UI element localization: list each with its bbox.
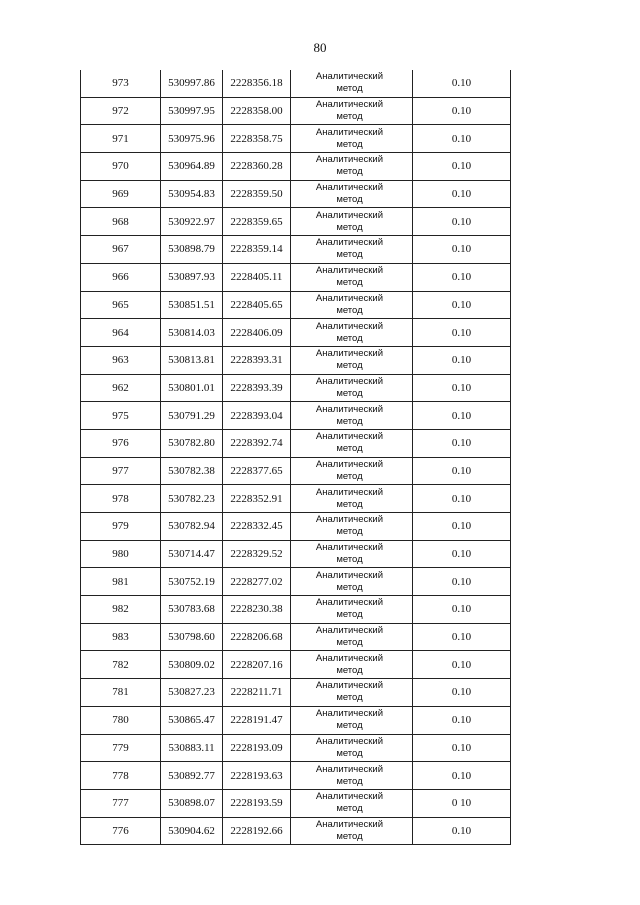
point-number-cell: 781 bbox=[81, 679, 161, 707]
x-coordinate-cell: 530922.97 bbox=[161, 208, 223, 236]
point-number-cell: 782 bbox=[81, 651, 161, 679]
point-number-cell: 969 bbox=[81, 180, 161, 208]
accuracy-cell: 0.10 bbox=[413, 208, 511, 236]
x-coordinate-cell: 530752.19 bbox=[161, 568, 223, 596]
y-coordinate-cell: 2228193.59 bbox=[223, 789, 291, 817]
y-coordinate-cell: 2228230.38 bbox=[223, 596, 291, 624]
y-coordinate-cell: 2228392.74 bbox=[223, 429, 291, 457]
x-coordinate-cell: 530798.60 bbox=[161, 623, 223, 651]
x-coordinate-cell: 530865.47 bbox=[161, 706, 223, 734]
y-coordinate-cell: 2228191.47 bbox=[223, 706, 291, 734]
accuracy-cell: 0.10 bbox=[413, 291, 511, 319]
accuracy-cell: 0.10 bbox=[413, 651, 511, 679]
x-coordinate-cell: 530964.89 bbox=[161, 153, 223, 181]
method-cell: Аналитический метод bbox=[291, 208, 413, 236]
accuracy-cell: 0.10 bbox=[413, 457, 511, 485]
point-number-cell: 968 bbox=[81, 208, 161, 236]
accuracy-cell: 0.10 bbox=[413, 817, 511, 845]
y-coordinate-cell: 2228393.04 bbox=[223, 402, 291, 430]
x-coordinate-cell: 530791.29 bbox=[161, 402, 223, 430]
accuracy-cell: 0.10 bbox=[413, 596, 511, 624]
y-coordinate-cell: 2228405.65 bbox=[223, 291, 291, 319]
accuracy-cell: 0.10 bbox=[413, 513, 511, 541]
table-row bbox=[81, 208, 511, 236]
method-cell: Аналитический метод bbox=[291, 734, 413, 762]
y-coordinate-cell: 2228206.68 bbox=[223, 623, 291, 651]
point-number-cell: 962 bbox=[81, 374, 161, 402]
y-coordinate-cell: 2228377.65 bbox=[223, 457, 291, 485]
point-number-cell: 970 bbox=[81, 153, 161, 181]
point-number-cell: 973 bbox=[81, 70, 161, 97]
point-number-cell: 976 bbox=[81, 429, 161, 457]
x-coordinate-cell: 530892.77 bbox=[161, 762, 223, 790]
y-coordinate-cell: 2228277.02 bbox=[223, 568, 291, 596]
table-row bbox=[81, 319, 511, 347]
method-cell: Аналитический метод bbox=[291, 679, 413, 707]
page-number: 80 bbox=[313, 40, 327, 55]
table-row bbox=[81, 402, 511, 430]
x-coordinate-cell: 530814.03 bbox=[161, 319, 223, 347]
table-row bbox=[81, 236, 511, 264]
x-coordinate-cell: 530898.79 bbox=[161, 236, 223, 264]
y-coordinate-cell: 2228192.66 bbox=[223, 817, 291, 845]
point-number-cell: 980 bbox=[81, 540, 161, 568]
coordinates-table-body bbox=[81, 70, 511, 845]
y-coordinate-cell: 2228352.91 bbox=[223, 485, 291, 513]
y-coordinate-cell: 2228356.18 bbox=[223, 70, 291, 97]
x-coordinate-cell: 530898.07 bbox=[161, 789, 223, 817]
table-row bbox=[81, 263, 511, 291]
x-coordinate-cell: 530782.94 bbox=[161, 513, 223, 541]
accuracy-cell: 0.10 bbox=[413, 180, 511, 208]
table-row bbox=[81, 706, 511, 734]
accuracy-cell: 0.10 bbox=[413, 236, 511, 264]
table-row bbox=[81, 679, 511, 707]
table-row bbox=[81, 596, 511, 624]
accuracy-cell: 0.10 bbox=[413, 623, 511, 651]
point-number-cell: 967 bbox=[81, 236, 161, 264]
method-cell: Аналитический метод bbox=[291, 70, 413, 97]
y-coordinate-cell: 2228393.39 bbox=[223, 374, 291, 402]
x-coordinate-cell: 530782.23 bbox=[161, 485, 223, 513]
method-cell: Аналитический метод bbox=[291, 429, 413, 457]
point-number-cell: 977 bbox=[81, 457, 161, 485]
x-coordinate-cell: 530809.02 bbox=[161, 651, 223, 679]
point-number-cell: 777 bbox=[81, 789, 161, 817]
accuracy-cell: 0.10 bbox=[413, 153, 511, 181]
accuracy-cell: 0.10 bbox=[413, 346, 511, 374]
table-row bbox=[81, 485, 511, 513]
point-number-cell: 965 bbox=[81, 291, 161, 319]
method-cell: Аналитический метод bbox=[291, 263, 413, 291]
x-coordinate-cell: 530801.01 bbox=[161, 374, 223, 402]
table-row bbox=[81, 734, 511, 762]
accuracy-cell: 0.10 bbox=[413, 568, 511, 596]
table-row bbox=[81, 125, 511, 153]
point-number-cell: 966 bbox=[81, 263, 161, 291]
accuracy-cell: 0.10 bbox=[413, 402, 511, 430]
method-cell: Аналитический метод bbox=[291, 762, 413, 790]
accuracy-cell: 0.10 bbox=[413, 125, 511, 153]
x-coordinate-cell: 530714.47 bbox=[161, 540, 223, 568]
x-coordinate-cell: 530975.96 bbox=[161, 125, 223, 153]
table-row bbox=[81, 429, 511, 457]
y-coordinate-cell: 2228359.14 bbox=[223, 236, 291, 264]
point-number-cell: 979 bbox=[81, 513, 161, 541]
y-coordinate-cell: 2228193.63 bbox=[223, 762, 291, 790]
table-row bbox=[81, 540, 511, 568]
table-row bbox=[81, 291, 511, 319]
y-coordinate-cell: 2228332.45 bbox=[223, 513, 291, 541]
y-coordinate-cell: 2228329.52 bbox=[223, 540, 291, 568]
x-coordinate-cell: 530997.95 bbox=[161, 97, 223, 125]
coordinates-table bbox=[80, 70, 511, 845]
point-number-cell: 963 bbox=[81, 346, 161, 374]
x-coordinate-cell: 530897.93 bbox=[161, 263, 223, 291]
x-coordinate-cell: 530904.62 bbox=[161, 817, 223, 845]
accuracy-cell: 0.10 bbox=[413, 679, 511, 707]
method-cell: Аналитический метод bbox=[291, 125, 413, 153]
y-coordinate-cell: 2228359.65 bbox=[223, 208, 291, 236]
method-cell: Аналитический метод bbox=[291, 236, 413, 264]
point-number-cell: 982 bbox=[81, 596, 161, 624]
method-cell: Аналитический метод bbox=[291, 485, 413, 513]
y-coordinate-cell: 2228360.28 bbox=[223, 153, 291, 181]
y-coordinate-cell: 2228211.71 bbox=[223, 679, 291, 707]
table-row bbox=[81, 180, 511, 208]
table-row bbox=[81, 568, 511, 596]
x-coordinate-cell: 530851.51 bbox=[161, 291, 223, 319]
method-cell: Аналитический метод bbox=[291, 97, 413, 125]
accuracy-cell: 0.10 bbox=[413, 97, 511, 125]
method-cell: Аналитический метод bbox=[291, 817, 413, 845]
table-row bbox=[81, 70, 511, 97]
point-number-cell: 978 bbox=[81, 485, 161, 513]
table-row bbox=[81, 651, 511, 679]
y-coordinate-cell: 2228358.00 bbox=[223, 97, 291, 125]
y-coordinate-cell: 2228359.50 bbox=[223, 180, 291, 208]
y-coordinate-cell: 2228393.31 bbox=[223, 346, 291, 374]
point-number-cell: 778 bbox=[81, 762, 161, 790]
accuracy-cell: 0.10 bbox=[413, 319, 511, 347]
y-coordinate-cell: 2228207.16 bbox=[223, 651, 291, 679]
method-cell: Аналитический метод bbox=[291, 153, 413, 181]
y-coordinate-cell: 2228358.75 bbox=[223, 125, 291, 153]
method-cell: Аналитический метод bbox=[291, 651, 413, 679]
accuracy-cell: 0 10 bbox=[413, 789, 511, 817]
accuracy-cell: 0.10 bbox=[413, 540, 511, 568]
method-cell: Аналитический метод bbox=[291, 513, 413, 541]
y-coordinate-cell: 2228406.09 bbox=[223, 319, 291, 347]
y-coordinate-cell: 2228405.11 bbox=[223, 263, 291, 291]
table-row bbox=[81, 346, 511, 374]
x-coordinate-cell: 530782.80 bbox=[161, 429, 223, 457]
table-row bbox=[81, 457, 511, 485]
method-cell: Аналитический метод bbox=[291, 374, 413, 402]
point-number-cell: 981 bbox=[81, 568, 161, 596]
x-coordinate-cell: 530954.83 bbox=[161, 180, 223, 208]
point-number-cell: 780 bbox=[81, 706, 161, 734]
x-coordinate-cell: 530997.86 bbox=[161, 70, 223, 97]
method-cell: Аналитический метод bbox=[291, 346, 413, 374]
accuracy-cell: 0.10 bbox=[413, 263, 511, 291]
point-number-cell: 975 bbox=[81, 402, 161, 430]
method-cell: Аналитический метод bbox=[291, 319, 413, 347]
point-number-cell: 971 bbox=[81, 125, 161, 153]
accuracy-cell: 0.10 bbox=[413, 706, 511, 734]
x-coordinate-cell: 530827.23 bbox=[161, 679, 223, 707]
x-coordinate-cell: 530783.68 bbox=[161, 596, 223, 624]
table-row bbox=[81, 762, 511, 790]
method-cell: Аналитический метод bbox=[291, 568, 413, 596]
method-cell: Аналитический метод bbox=[291, 180, 413, 208]
accuracy-cell: 0.10 bbox=[413, 762, 511, 790]
point-number-cell: 779 bbox=[81, 734, 161, 762]
method-cell: Аналитический метод bbox=[291, 623, 413, 651]
table-row bbox=[81, 374, 511, 402]
method-cell: Аналитический метод bbox=[291, 706, 413, 734]
point-number-cell: 972 bbox=[81, 97, 161, 125]
point-number-cell: 983 bbox=[81, 623, 161, 651]
table-row bbox=[81, 97, 511, 125]
table-row bbox=[81, 789, 511, 817]
x-coordinate-cell: 530813.81 bbox=[161, 346, 223, 374]
method-cell: Аналитический метод bbox=[291, 596, 413, 624]
point-number-cell: 776 bbox=[81, 817, 161, 845]
table-row bbox=[81, 153, 511, 181]
accuracy-cell: 0.10 bbox=[413, 485, 511, 513]
accuracy-cell: 0.10 bbox=[413, 374, 511, 402]
accuracy-cell: 0.10 bbox=[413, 734, 511, 762]
method-cell: Аналитический метод bbox=[291, 789, 413, 817]
y-coordinate-cell: 2228193.09 bbox=[223, 734, 291, 762]
table-row bbox=[81, 513, 511, 541]
accuracy-cell: 0.10 bbox=[413, 70, 511, 97]
table-row bbox=[81, 817, 511, 845]
method-cell: Аналитический метод bbox=[291, 540, 413, 568]
table-row bbox=[81, 623, 511, 651]
method-cell: Аналитический метод bbox=[291, 291, 413, 319]
x-coordinate-cell: 530782.38 bbox=[161, 457, 223, 485]
method-cell: Аналитический метод bbox=[291, 402, 413, 430]
accuracy-cell: 0.10 bbox=[413, 429, 511, 457]
method-cell: Аналитический метод bbox=[291, 457, 413, 485]
x-coordinate-cell: 530883.11 bbox=[161, 734, 223, 762]
point-number-cell: 964 bbox=[81, 319, 161, 347]
